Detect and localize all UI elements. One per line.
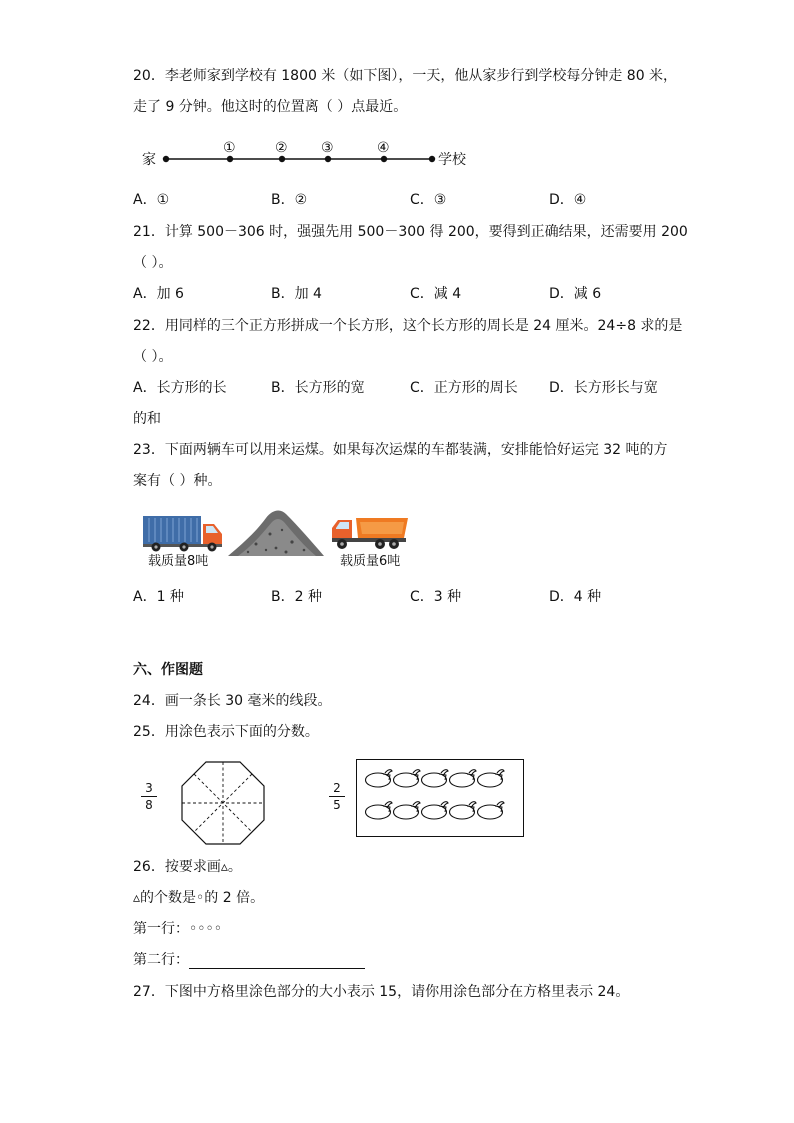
q20-line1: 20．李老师家到学校有 1800 米（如下图），一天，他从家步行到学校每分钟走 80 米，	[133, 68, 678, 84]
eggplant-grid[interactable]	[356, 759, 524, 837]
q20-option-b[interactable]: B．②	[271, 192, 308, 208]
fraction-numerator: 3	[145, 781, 153, 795]
container-truck-icon	[142, 514, 226, 552]
q22-line2: （ ）。	[133, 349, 173, 365]
row2	[133, 950, 189, 970]
q27-text: 27．下图中方格里涂色部分的大小表示 15，请你用涂色部分在方格里表示 24。	[133, 984, 630, 1000]
q25-text: 25．用涂色表示下面的分数。	[133, 724, 319, 740]
q23-line2: 案有（ ）种。	[133, 473, 222, 489]
row2-label: 第二行：	[133, 952, 189, 968]
point-1-label: ①	[223, 140, 236, 156]
fraction-3-8	[141, 781, 157, 812]
q22-line1: 22．用同样的三个正方形拼成一个长方形，这个长方形的周长是 24 厘米。24÷8 求的是	[133, 318, 683, 334]
q20-option-a[interactable]: A．①	[133, 192, 170, 208]
q22-option-a[interactable]: A．长方形的长	[133, 380, 227, 396]
q21-option-a[interactable]: A．加 6	[133, 286, 184, 302]
q23-line1: 23．下面两辆车可以用来运煤。如果每次运煤的车都装满，安排能恰好运完 32 吨的方	[133, 442, 668, 458]
q26-line1: 26．按要求画▵。	[133, 859, 242, 875]
q22-option-d[interactable]: D．长方形长与宽	[549, 380, 658, 396]
q26-line2: ▵的个数是◦的 2 倍。	[133, 890, 265, 906]
q21-option-d[interactable]: D．减 6	[549, 286, 602, 302]
fraction-denominator: 8	[145, 798, 153, 812]
point-4-label: ④	[377, 140, 390, 156]
q22-option-c[interactable]: C．正方形的周长	[410, 380, 518, 396]
q23-option-c[interactable]: C．3 种	[410, 589, 462, 605]
q21-line2: （ ）。	[133, 255, 173, 271]
dump-truck-icon	[330, 512, 410, 552]
q23-option-d[interactable]: D．4 种	[549, 589, 602, 605]
truck-6t-label: 载质量6吨	[340, 554, 401, 569]
q21-option-b[interactable]: B．加 4	[271, 286, 322, 302]
octagon-shape[interactable]	[180, 760, 266, 846]
row1	[133, 919, 222, 939]
row2-answer-line[interactable]	[189, 968, 365, 969]
q23-option-b[interactable]: B．2 种	[271, 589, 322, 605]
section-title: 六、作图题	[133, 662, 203, 678]
coal-pile-icon	[226, 504, 326, 558]
fraction-numerator: 2	[333, 781, 341, 795]
q22-option-b[interactable]: B．长方形的宽	[271, 380, 365, 396]
point-2-label: ②	[275, 140, 288, 156]
fraction-2-5	[329, 781, 345, 812]
school-label: 学校	[438, 152, 466, 168]
fraction-denominator: 5	[333, 798, 341, 812]
q20-option-c[interactable]: C．③	[410, 192, 447, 208]
q21-line1: 21．计算 500－306 时，强强先用 500－300 得 200，要得到正确结果，还需要用 200	[133, 224, 688, 240]
truck-8t-label: 载质量8吨	[148, 554, 209, 569]
home-label: 家	[142, 152, 156, 168]
q20-option-d[interactable]: D．④	[549, 192, 587, 208]
q23-option-a[interactable]: A．1 种	[133, 589, 184, 605]
q22-option-d-wrap: 的和	[133, 411, 161, 427]
circle-symbols: ◦◦◦◦	[189, 921, 223, 937]
point-3-label: ③	[321, 140, 334, 156]
row1-label: 第一行：	[133, 921, 189, 937]
q20-line2: 走了 9 分钟。他这时的位置离（ ）点最近。	[133, 99, 408, 115]
q24-text: 24．画一条长 30 毫米的线段。	[133, 693, 332, 709]
q21-option-c[interactable]: C．减 4	[410, 286, 462, 302]
distance-line-diagram	[140, 138, 480, 172]
